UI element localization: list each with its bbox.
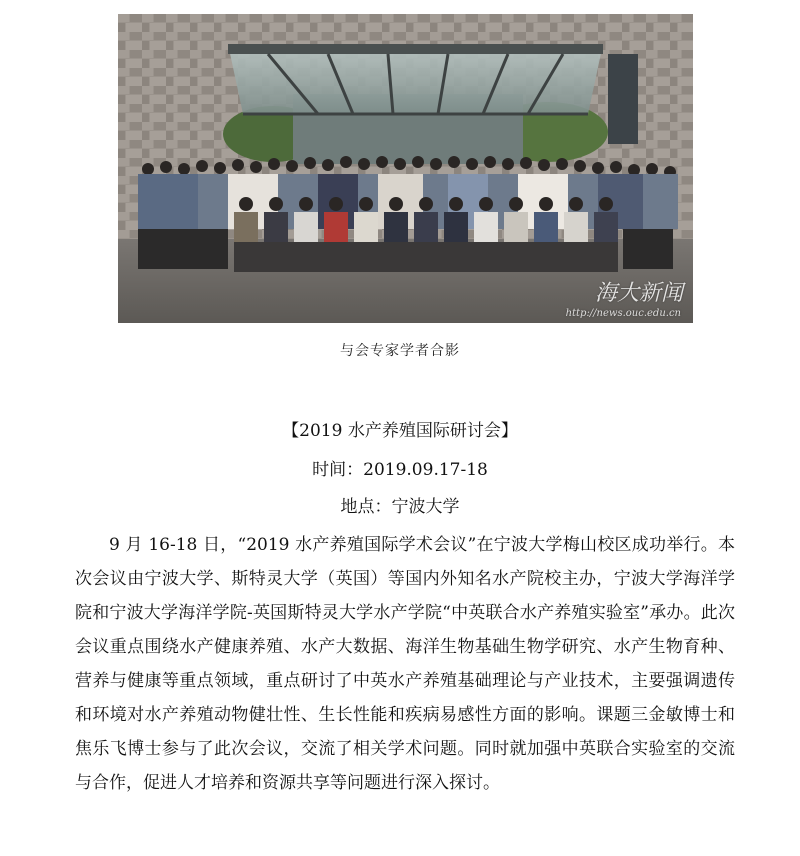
photo-watermark: 海大新闻: [594, 281, 683, 306]
conference-time: 时间：2019.09.17-18: [312, 460, 488, 480]
group-photo: [118, 14, 693, 323]
photo-caption: 与会专家学者合影: [340, 343, 460, 359]
conference-place: 地点：宁波大学: [340, 497, 460, 517]
conference-title: 【2019 水产养殖国际研讨会】: [282, 421, 518, 441]
article-body: 9 月 16-18 日，“2019 水产养殖国际学术会议”在宁波大学梅山校区成功举行。本次会议由宁波大学、斯特灵大学（英国）等国内外知名水产院校主办，宁波大学海洋学院和宁波大学海洋学院-英国斯特灵大学水产学院“中英联合水产养殖实验室”承办。此次会议重点围绕水产健康养殖、水产大数据、海洋生物基础生物学研究、水产生物育种、营养与健康等重点领域，重点研讨了中英水产养殖基础理论与产业技术，主要强调遗传和环境对水产养殖动物健壮性、生长性能和疾病易感性方面的影响。课题三金敏博士和焦乐飞博士参与了此次会议，交流了相关学术问题。同时就加强中英联合实验室的交流与合作，促进人才培养和资源共享等问题进行深入探讨。: [75, 535, 735, 793]
photo-watermark-url: http://news.ouc.edu.cn: [565, 308, 681, 319]
group-photo-illustration: [118, 14, 693, 323]
